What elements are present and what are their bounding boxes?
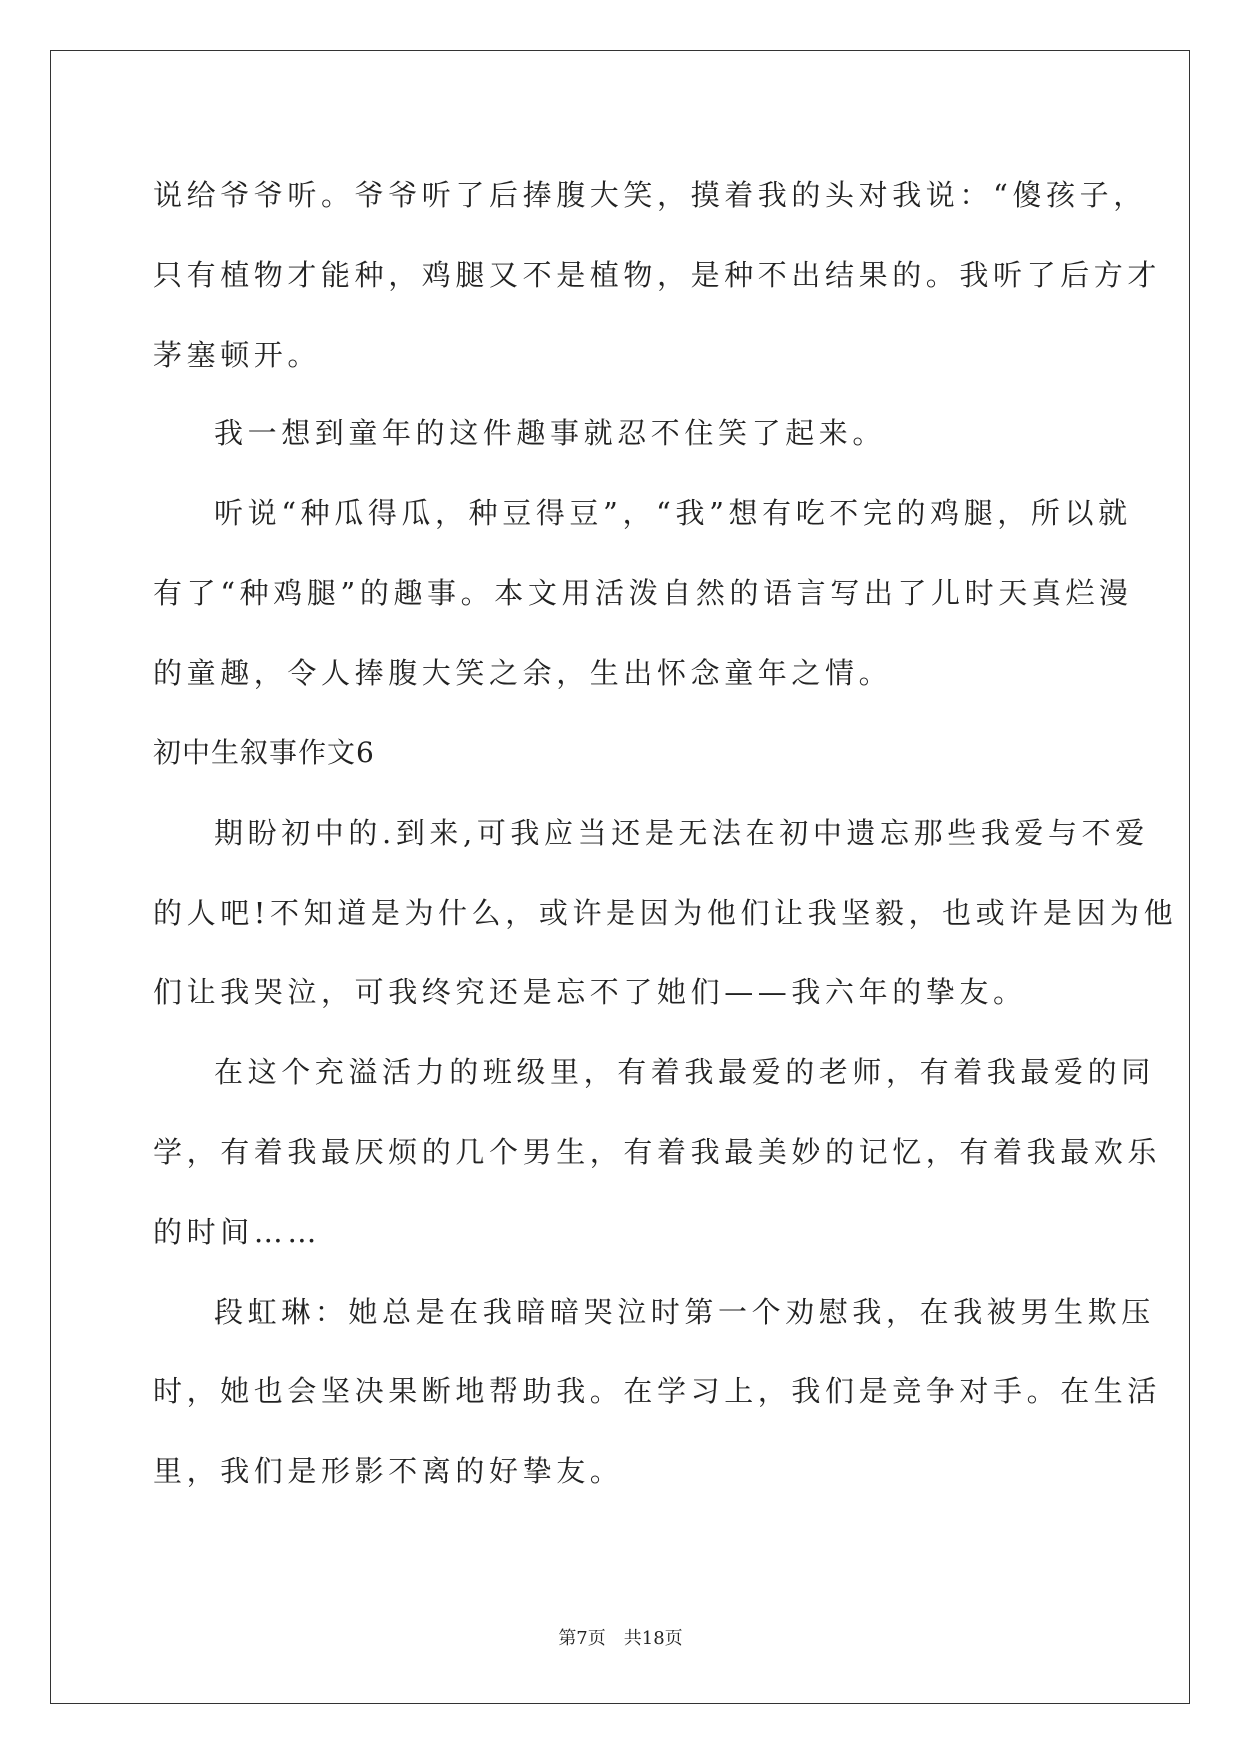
body-line: 说给爷爷听。爷爷听了后捧腹大笑，摸着我的头对我说：“傻孩子， bbox=[153, 178, 1147, 212]
body-line: 只有植物才能种，鸡腿又不是植物，是种不出结果的。我听了后方才 bbox=[153, 258, 1162, 292]
body-line: 学，有着我最厌烦的几个男生，有着我最美妙的记忆，有着我最欢乐 bbox=[153, 1135, 1162, 1169]
paragraph-first-line: 听说“种瓜得瓜，种豆得豆”，“我”想有吃不完的鸡腿，所以就 bbox=[214, 496, 1132, 530]
body-line: 里，我们是形影不离的好挚友。 bbox=[153, 1454, 624, 1488]
section-heading: 初中生叙事作文6 bbox=[153, 736, 375, 769]
paragraph-first-line: 期盼初中的.到来,可我应当还是无法在初中遗忘那些我爱与不爱 bbox=[214, 816, 1149, 850]
body-line: 的时间…… bbox=[153, 1215, 322, 1249]
page-number-footer: 第7页 共18页 bbox=[558, 1628, 683, 1649]
paragraph-first-line: 在这个充溢活力的班级里，有着我最爱的老师，有着我最爱的同 bbox=[214, 1055, 1155, 1089]
body-line: 的童趣，令人捧腹大笑之余，生出怀念童年之情。 bbox=[153, 656, 893, 690]
body-line: 的人吧!不知道是为什么，或许是因为他们让我坚毅，也或许是因为他 bbox=[153, 896, 1178, 930]
paragraph-first-line: 我一想到童年的这件趣事就忍不住笑了起来。 bbox=[214, 416, 887, 450]
body-line: 茅塞顿开。 bbox=[153, 338, 322, 372]
body-line: 们让我哭泣，可我终究还是忘不了她们——我六年的挚友。 bbox=[153, 975, 1027, 1009]
paragraph-first-line: 段虹琳：她总是在我暗暗哭泣时第一个劝慰我，在我被男生欺压 bbox=[214, 1295, 1155, 1329]
body-line: 有了“种鸡腿”的趣事。本文用活泼自然的语言写出了儿时天真烂漫 bbox=[153, 576, 1133, 610]
body-line: 时，她也会坚决果断地帮助我。在学习上，我们是竞争对手。在生活 bbox=[153, 1374, 1162, 1408]
